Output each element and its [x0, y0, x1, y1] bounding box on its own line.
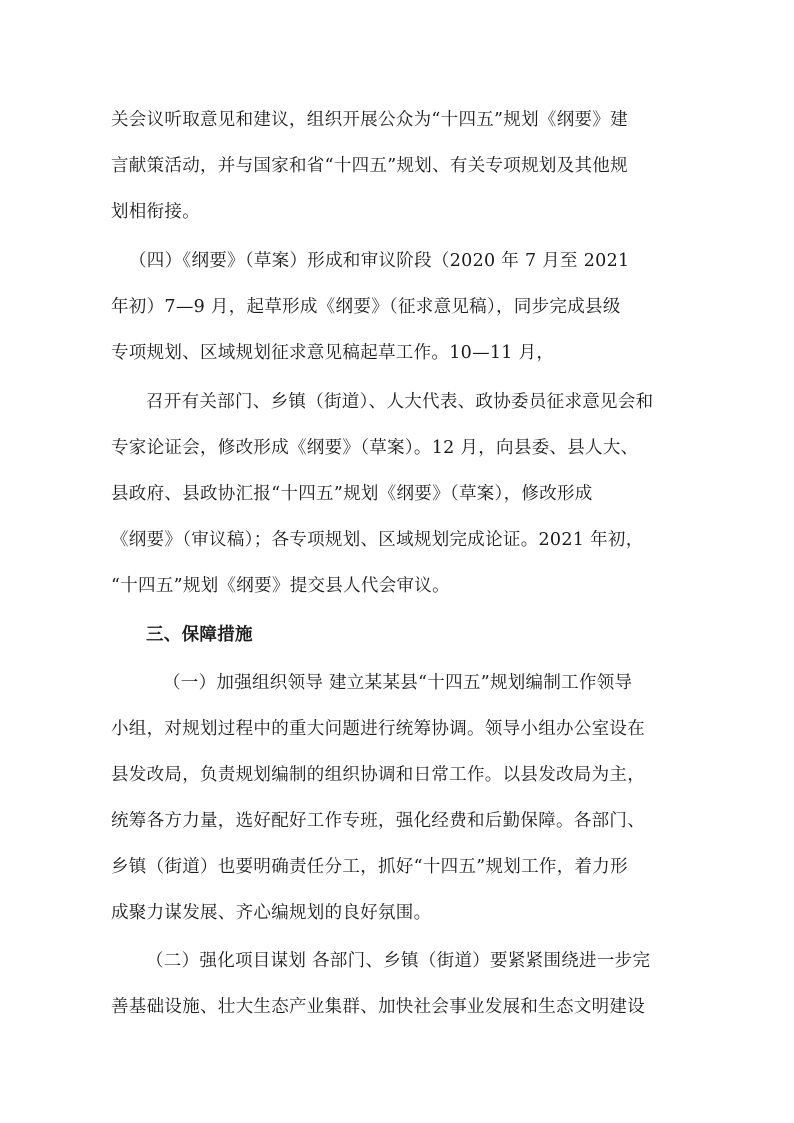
- paragraph-4-line-5: 乡镇（街道）也要明确责任分工，抓好“十四五”规划工作，着力形: [111, 857, 628, 877]
- paragraph-4-line-3: 县发改局，负责规划编制的组织协调和日常工作。以县发改局为主，: [111, 765, 645, 785]
- paragraph-4-line-4: 统筹各方力量，选好配好工作专班，强化经费和后勤保障。各部门、: [111, 811, 645, 831]
- paragraph-3-line-3: 县政府、县政协汇报“十四五”规划《纲要》（草案），修改形成: [111, 484, 593, 504]
- paragraph-1-line-2: 言献策活动，并与国家和省“十四五”规划、有关专项规划及其他规: [111, 156, 628, 176]
- paragraph-3-line-2: 专家论证会，修改形成《纲要》（草案）。12 月，向县委、县人大、: [111, 438, 639, 458]
- paragraph-3-line-1: 召开有关部门、乡镇（街道）、人大代表、政协委员征求意见会和: [146, 392, 654, 412]
- paragraph-3-line-5: “十四五”规划《纲要》提交县人代会审议。: [111, 576, 450, 596]
- paragraph-1-line-1: 关会议听取意见和建议，组织开展公众为“十四五”规划《纲要》建: [111, 110, 628, 130]
- paragraph-5-line-1: （二）强化项目谋划 各部门、乡镇（街道）要紧紧围绕进一步完: [146, 951, 651, 971]
- paragraph-2-line-2: 年初）7—9 月，起草形成《纲要》（征求意见稿），同步完成县级: [111, 297, 621, 317]
- section-heading: 三、保障措施: [146, 625, 253, 645]
- paragraph-3-line-4: 《纲要》（审议稿）；各专项规划、区域规划完成论证。2021 年初，: [111, 530, 644, 550]
- paragraph-1-line-3: 划相衔接。: [111, 202, 200, 222]
- paragraph-4-line-2: 小组，对规划过程中的重大问题进行统筹协调。领导小组办公室设在: [111, 719, 645, 739]
- paragraph-4-line-1: （一）加强组织领导 建立某某县“十四五”规划编制工作领导: [163, 673, 633, 693]
- paragraph-2-line-3: 专项规划、区域规划征求意见稿起草工作。10—11 月，: [111, 343, 555, 363]
- paragraph-5-line-2: 善基础设施、壮大生态产业集群、加快社会事业发展和生态文明建设: [111, 997, 645, 1017]
- paragraph-4-line-6: 成聚力谋发展、齐心编规划的良好氛围。: [111, 903, 432, 923]
- paragraph-2-line-1: （四）《纲要》（草案）形成和审议阶段（2020 年 7 月至 2021: [129, 251, 630, 271]
